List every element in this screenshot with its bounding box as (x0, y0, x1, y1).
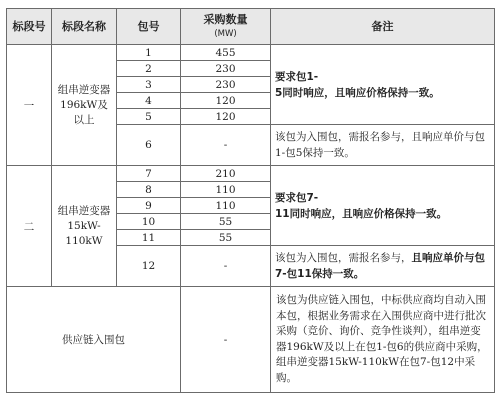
package-no: 4 (117, 93, 181, 109)
header-row (7, 9, 495, 45)
section1-remark-main (271, 45, 495, 125)
header-section-name: 标段名称 (52, 9, 117, 45)
table-row (7, 287, 495, 393)
section1-name: 组串逆变器196kW及以上 (52, 45, 117, 166)
package-no: 6 (117, 125, 181, 166)
package-no: 2 (117, 61, 181, 77)
section2-remark-main (271, 166, 495, 246)
supply-remark: 该包为供应链入围包，中标供应商均自动入围本包，根据业务需求在入围供应商中进行批次采购（竞价、询价、竞争性谈判），组串逆变器196kW及以上在包1-包6的供应商中采购，组串逆变器15kW-110kW在包7-包12中采购。 (271, 287, 495, 393)
section1-remark-line1: 要求包1- (275, 70, 319, 83)
quantity: 55 (181, 230, 271, 246)
procurement-table (6, 8, 495, 393)
header-section-no: 标段号 (7, 9, 52, 45)
header-package-no: 包号 (117, 9, 181, 45)
package-no: 11 (117, 230, 181, 246)
quantity: 210 (181, 166, 271, 182)
section2-remark-pkg12 (271, 246, 495, 287)
quantity: - (181, 125, 271, 166)
package-no: 8 (117, 182, 181, 198)
quantity: 55 (181, 214, 271, 230)
package-no: 3 (117, 77, 181, 93)
section2-no: 二 (7, 166, 52, 287)
section2-remark-line2: 11同时响应，且响应价格保持一致。 (275, 207, 448, 220)
supply-quantity: - (181, 287, 271, 393)
header-quantity-unit: (MW) (214, 28, 237, 39)
table-row (7, 45, 495, 61)
table-row (7, 166, 495, 182)
supply-name: 供应链入围包 (7, 287, 181, 393)
header-quantity-title: 采购数量 (203, 12, 248, 26)
section1-remark-pkg6: 该包为入围包，需报名参与，且响应单价与包1-包5保持一致。 (271, 125, 495, 166)
package-no: 1 (117, 45, 181, 61)
package-no: 12 (117, 246, 181, 287)
header-quantity (181, 9, 271, 45)
quantity: 110 (181, 198, 271, 214)
quantity: - (181, 246, 271, 287)
section2-name: 组串逆变器15kW-110kW (52, 166, 117, 287)
package-no: 9 (117, 198, 181, 214)
package-no: 7 (117, 166, 181, 182)
section2-remark-pkg12-b: 且响应单价与包7-包11保持一致。 (275, 252, 485, 280)
section2-remark-pkg12-a: 该包为入围包，需报名参与， (275, 252, 412, 264)
section1-remark-line2: 5同时响应，且响应价格保持一致。 (275, 86, 440, 99)
quantity: 455 (181, 45, 271, 61)
quantity: 120 (181, 93, 271, 109)
section2-remark-line1: 要求包7- (275, 191, 319, 204)
header-remarks: 备注 (271, 9, 495, 45)
quantity: 230 (181, 61, 271, 77)
package-no: 10 (117, 214, 181, 230)
quantity: 110 (181, 182, 271, 198)
section1-no: 一 (7, 45, 52, 166)
package-no: 5 (117, 109, 181, 125)
quantity: 120 (181, 109, 271, 125)
quantity: 230 (181, 77, 271, 93)
